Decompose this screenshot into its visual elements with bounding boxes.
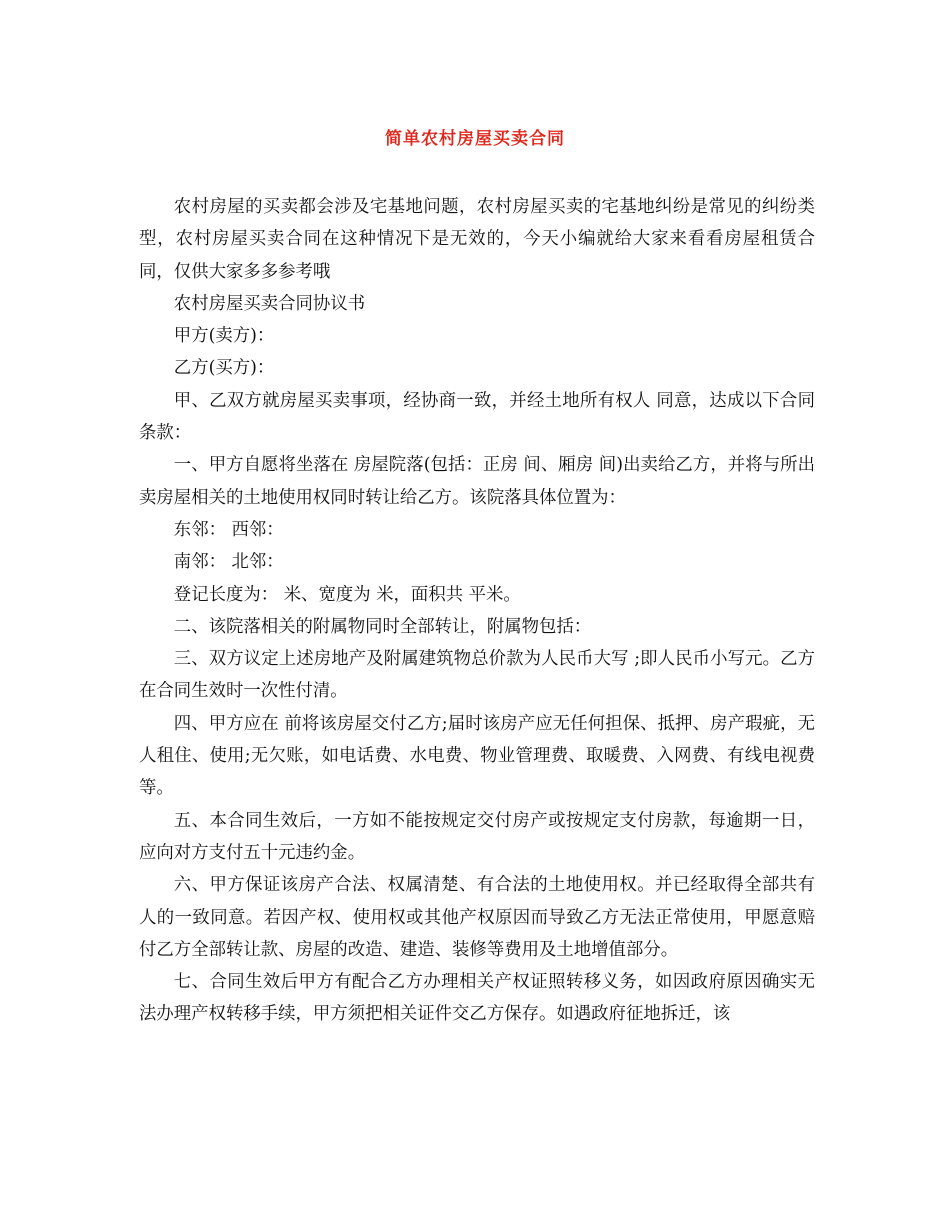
clause-7: 七、合同生效后甲方有配合乙方办理相关产权证照转移义务，如因政府原因确实无法办理产权转移手续，甲方须把相关证件交乙方保存。如遇政府征地拆迁，该 [139,972,815,1025]
south-north-neighbors: 南邻： 北邻： [173,552,284,573]
preamble-paragraph: 甲、乙双方就房屋买卖事项，经协商一致，并经土地所有权人 同意，达成以下合同条款： [139,390,815,444]
clause-2: 二、该院落相关的附属物同时全部转让，附属物包括： [173,616,592,637]
clause-3: 三、双方议定上述房地产及附属建筑物总价款为人民币大写 ;即人民币小写元。乙方在合同生效时一次性付清。 [139,649,815,702]
clause-1: 一、甲方自愿将坐落在 房屋院落(包括：正房 间、厢房 间)出卖给乙方，并将与所出卖房屋相关的土地使用权同时转让给乙方。该院落具体位置为： [139,455,815,508]
intro-paragraph: 农村房屋的买卖都会涉及宅基地问题，农村房屋买卖的宅基地纠纷是常见的纠纷类型，农村房屋买卖合同在这种情况下是无效的，今天小编就给大家来看看房屋租赁合同，仅供大家多多参考哦 [139,197,815,282]
document-title: 简单农村房屋买卖合同 [385,129,565,149]
east-west-neighbors: 东邻： 西邻： [173,519,284,540]
agreement-heading: 农村房屋买卖合同协议书 [173,293,366,314]
clause-4: 四、甲方应在 前将该房屋交付乙方;届时该房产应无任何担保、抵押、房产瑕疵，无人租住、使用;无欠账，如电话费、水电费、物业管理费、取暖费、入网费、有线电视费等。 [139,713,815,799]
party-b-line: 乙方(买方)： [173,358,275,379]
clause-5: 五、本合同生效后，一方如不能按规定交付房产或按规定支付房款，每逾期一日，应向对方支付五十元违约金。 [139,810,815,863]
document-body [139,191,815,1031]
party-a-line: 甲方(卖方)： [173,326,275,347]
registered-dimensions: 登记长度为： 米、宽度为 米，面积共 平米。 [173,584,521,605]
clause-6: 六、甲方保证该房产合法、权属清楚、有合法的土地使用权。并已经取得全部共有人的一致同意。若因产权、使用权或其他产权原因而导致乙方无法正常使用，甲愿意赔付乙方全部转让款、房屋的改造、建造、装修等费用及土地增值部分。 [139,875,815,960]
